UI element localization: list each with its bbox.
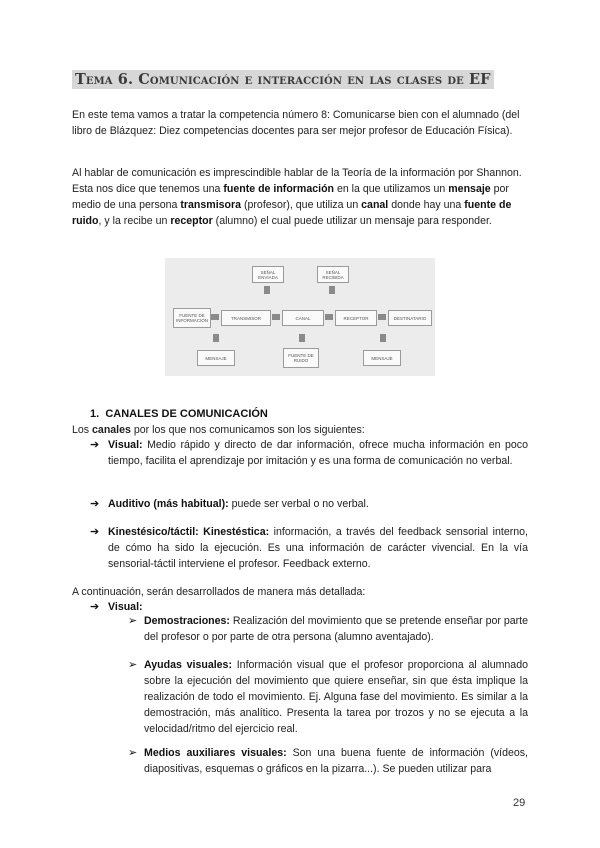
diagram-box-mensaje-left: MENSAJE [197,350,235,366]
triangle-bullet-icon: ➢ [128,747,138,759]
diagram-arrow [264,286,270,294]
item-ayudas-visuales: Ayudas visuales: Información visual que el profesor proporciona al alumnado sobre la ejecución del movimiento que quiere enseñar, sin que ésta implique la realización de todo el movimiento. Ej. Alguna fase del movimiento. Es similar a la demostración, más analítico. Presenta la tarea por trozos y no se ejecuta a la velocidad/ritmo del ejercicio real. [144,659,528,735]
channel-auditivo: Auditivo (más habitual): puede ser verbal o no verbal. [108,498,369,510]
triangle-bullet-icon: ➢ [128,659,138,671]
page-number: 29 [513,797,526,809]
diagram-box-receptor: RECEPTOR [335,310,377,326]
item-demostraciones: Demostraciones: Realización del movimiento que se pretende enseñar por parte del profesor o por parte de otra persona (alumno aventajado). [144,615,528,643]
diagram-box-senal-enviada: SEÑAL ENVIADA [252,266,284,283]
diagram-box-destinatario: DESTINATARIO [388,310,432,326]
diagram-arrow [329,286,335,294]
diagram-arrow [211,314,219,320]
arrow-bullet-icon: ➔ [90,601,100,613]
continuation-text: A continuación, serán desarrollados de manera más detallada: [72,586,366,598]
diagram-arrow [272,314,280,320]
arrow-bullet-icon: ➔ [90,526,100,538]
item-medios-auxiliares: Medios auxiliares visuales: Son una buena fuente de información (vídeos, diapositivas, esquemas o gráficos en la pizarra...). Se pueden utilizar para [144,747,529,775]
channel-visual: Visual: Medio rápido y directo de dar información, ofrece mucha información en poco tiempo, facilita el aprendizaje por imitación y es una forma de comunicación no verbal. [108,439,528,467]
visual-subheading: Visual: [108,601,143,613]
section-heading: 1. CANALES DE COMUNICACIÓN [90,408,268,420]
arrow-bullet-icon: ➔ [90,498,100,510]
diagram-box-ruido: FUENTE DE RUIDO [283,348,319,368]
shannon-communication-diagram [165,258,435,376]
diagram-arrow [213,334,219,342]
page-title: Tema 6. Comunicación e interacción en las clases de EF [72,70,494,89]
intro-paragraph-2: Al hablar de comunicación es imprescindible hablar de la Teoría de la información por Shannon. Esta nos dice que tenemos una fuente de información en la que utilizamos un mensaje por medio de una persona transmisora (profesor), que utiliza un canal donde hay una fuente de ruido, y la recibe un receptor (alumno) el cual puede utilizar un mensaje para responder. [72,167,522,227]
diagram-box-mensaje-right: MENSAJE [363,350,401,366]
triangle-bullet-icon: ➢ [128,615,138,627]
intro-paragraph-1: En este tema vamos a tratar la competencia número 8: Comunicarse bien con el alumnado (del libro de Blázquez: Diez competencias docentes para ser mejor profesor de Educación Física). [72,109,520,137]
arrow-bullet-icon: ➔ [90,439,100,451]
diagram-box-transmisor: TRANSMISOR [221,310,271,326]
diagram-arrow [325,314,333,320]
diagram-arrow [378,314,386,320]
diagram-arrow [299,334,305,342]
channel-kinestesico: Kinestésico/táctil: Kinestéstica: información, a través del feedback sensorial interno, de cómo ha sido la ejecución. Es una información de carácter vivencial. En la vía sensorial-táctil interviene el profesor. Feedback externo. [108,526,528,570]
section-lead: Los canales por los que nos comunicamos son los siguientes: [72,424,365,436]
diagram-box-canal: CANAL [282,310,324,326]
diagram-arrow [380,334,386,342]
diagram-box-fuente: FUENTE DE INFORMACIÓN [173,308,211,328]
diagram-box-senal-recibida: SEÑAL RECIBIDA [317,266,349,283]
